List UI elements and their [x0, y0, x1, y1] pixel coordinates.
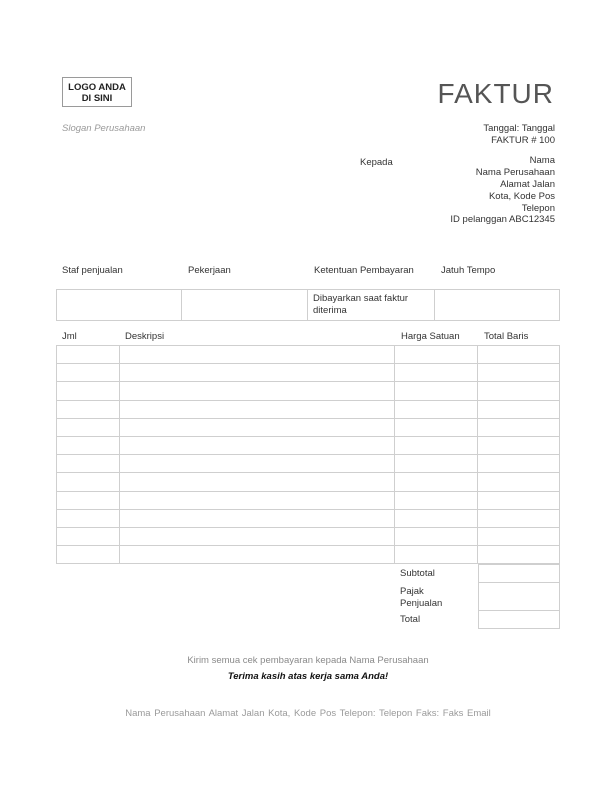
- item-unit-price-cell[interactable]: [394, 546, 477, 564]
- recipient-label: Kepada: [360, 157, 393, 168]
- item-unit-price-cell[interactable]: [394, 436, 477, 454]
- table-row: [57, 546, 560, 564]
- item-line-total-cell[interactable]: [477, 546, 559, 564]
- job-header-due-date: Jatuh Tempo: [441, 265, 496, 276]
- item-description-cell[interactable]: [120, 509, 394, 527]
- company-contact-line: Nama Perusahaan Alamat Jalan Kota, Kode Pos Telepon: Telepon Faks: Faks Email: [125, 708, 491, 719]
- item-qty-cell[interactable]: [57, 491, 120, 509]
- items-header-description: Deskripsi: [125, 331, 165, 342]
- table-row: [57, 473, 560, 491]
- job-cell-payment-terms[interactable]: Dibayarkan saat faktur diterima: [308, 290, 435, 321]
- invoice-number: FAKTUR # 100: [491, 135, 555, 146]
- job-cell-job[interactable]: [182, 290, 308, 321]
- item-description-cell[interactable]: [120, 491, 394, 509]
- job-header-sales: Staf penjualan: [62, 265, 123, 276]
- item-qty-cell[interactable]: [57, 382, 120, 400]
- item-unit-price-cell[interactable]: [394, 455, 477, 473]
- item-description-cell[interactable]: [120, 546, 394, 564]
- thank-you-note: Terima kasih atas kerja sama Anda!: [227, 671, 389, 682]
- item-unit-price-cell[interactable]: [394, 509, 477, 527]
- item-qty-cell[interactable]: [57, 527, 120, 545]
- invoice-title: FAKTUR: [437, 78, 554, 109]
- job-header-job: Pekerjaan: [188, 265, 231, 276]
- item-qty-cell[interactable]: [57, 400, 120, 418]
- logo-text: LOGO ANDA DI SINI: [68, 81, 126, 104]
- item-qty-cell[interactable]: [57, 346, 120, 364]
- recipient-city: Kota, Kode Pos: [488, 191, 555, 202]
- item-qty-cell[interactable]: [57, 473, 120, 491]
- item-line-total-cell[interactable]: [477, 491, 559, 509]
- total-value[interactable]: [479, 611, 560, 629]
- item-description-cell[interactable]: [120, 346, 394, 364]
- recipient-name: Nama: [529, 155, 555, 166]
- item-unit-price-cell[interactable]: [394, 382, 477, 400]
- item-description-cell[interactable]: [120, 364, 394, 382]
- item-description-cell[interactable]: [120, 455, 394, 473]
- table-row: [57, 509, 560, 527]
- item-line-total-cell[interactable]: [477, 455, 559, 473]
- table-row: [57, 346, 560, 364]
- item-description-cell[interactable]: [120, 418, 394, 436]
- invoice-date: Tanggal: Tanggal: [483, 123, 555, 134]
- job-header-payment-terms: Ketentuan Pembayaran: [314, 265, 414, 276]
- item-description-cell[interactable]: [120, 382, 394, 400]
- items-table: [56, 345, 560, 564]
- item-description-cell[interactable]: [120, 527, 394, 545]
- item-qty-cell[interactable]: [57, 436, 120, 454]
- recipient-street: Alamat Jalan: [500, 179, 555, 190]
- company-logo-placeholder: [62, 77, 132, 107]
- item-unit-price-cell[interactable]: [394, 364, 477, 382]
- item-unit-price-cell[interactable]: [394, 473, 477, 491]
- item-description-cell[interactable]: [120, 400, 394, 418]
- item-line-total-cell[interactable]: [477, 527, 559, 545]
- item-unit-price-cell[interactable]: [394, 400, 477, 418]
- table-row: [57, 527, 560, 545]
- tax-label: Pajak Penjualan: [400, 586, 443, 609]
- item-unit-price-cell[interactable]: [394, 491, 477, 509]
- item-unit-price-cell[interactable]: [394, 527, 477, 545]
- table-row: [57, 436, 560, 454]
- item-qty-cell[interactable]: [57, 364, 120, 382]
- items-header-line-total: Total Baris: [484, 331, 529, 342]
- item-unit-price-cell[interactable]: [394, 346, 477, 364]
- totals-table: [478, 564, 560, 629]
- job-cell-due-date[interactable]: [434, 290, 559, 321]
- item-qty-cell[interactable]: [57, 455, 120, 473]
- item-line-total-cell[interactable]: [477, 418, 559, 436]
- table-row: [57, 491, 560, 509]
- item-qty-cell[interactable]: [57, 509, 120, 527]
- table-row: [57, 455, 560, 473]
- subtotal-value[interactable]: [479, 565, 560, 583]
- item-line-total-cell[interactable]: [477, 364, 559, 382]
- table-row: [57, 364, 560, 382]
- item-line-total-cell[interactable]: [477, 346, 559, 364]
- table-row: [57, 382, 560, 400]
- recipient-phone: Telepon: [521, 203, 555, 214]
- tax-value[interactable]: [479, 583, 560, 611]
- recipient-company: Nama Perusahaan: [475, 167, 555, 178]
- payment-note: Kirim semua cek pembayaran kepada Nama Perusahaan: [187, 655, 429, 666]
- recipient-customer-id: ID pelanggan ABC12345: [450, 214, 555, 225]
- job-cell-sales[interactable]: [57, 290, 182, 321]
- item-unit-price-cell[interactable]: [394, 418, 477, 436]
- items-header-qty: Jml: [62, 331, 77, 342]
- items-header-unit-price: Harga Satuan: [401, 331, 460, 342]
- item-line-total-cell[interactable]: [477, 473, 559, 491]
- table-row: [57, 400, 560, 418]
- item-line-total-cell[interactable]: [477, 436, 559, 454]
- item-line-total-cell[interactable]: [477, 509, 559, 527]
- item-description-cell[interactable]: [120, 436, 394, 454]
- job-info-table: [56, 289, 560, 321]
- subtotal-label: Subtotal: [400, 568, 435, 579]
- item-line-total-cell[interactable]: [477, 382, 559, 400]
- item-qty-cell[interactable]: [57, 546, 120, 564]
- item-line-total-cell[interactable]: [477, 400, 559, 418]
- item-description-cell[interactable]: [120, 473, 394, 491]
- table-row: [57, 418, 560, 436]
- item-qty-cell[interactable]: [57, 418, 120, 436]
- total-label: Total: [400, 614, 421, 625]
- company-slogan: Slogan Perusahaan: [62, 123, 146, 134]
